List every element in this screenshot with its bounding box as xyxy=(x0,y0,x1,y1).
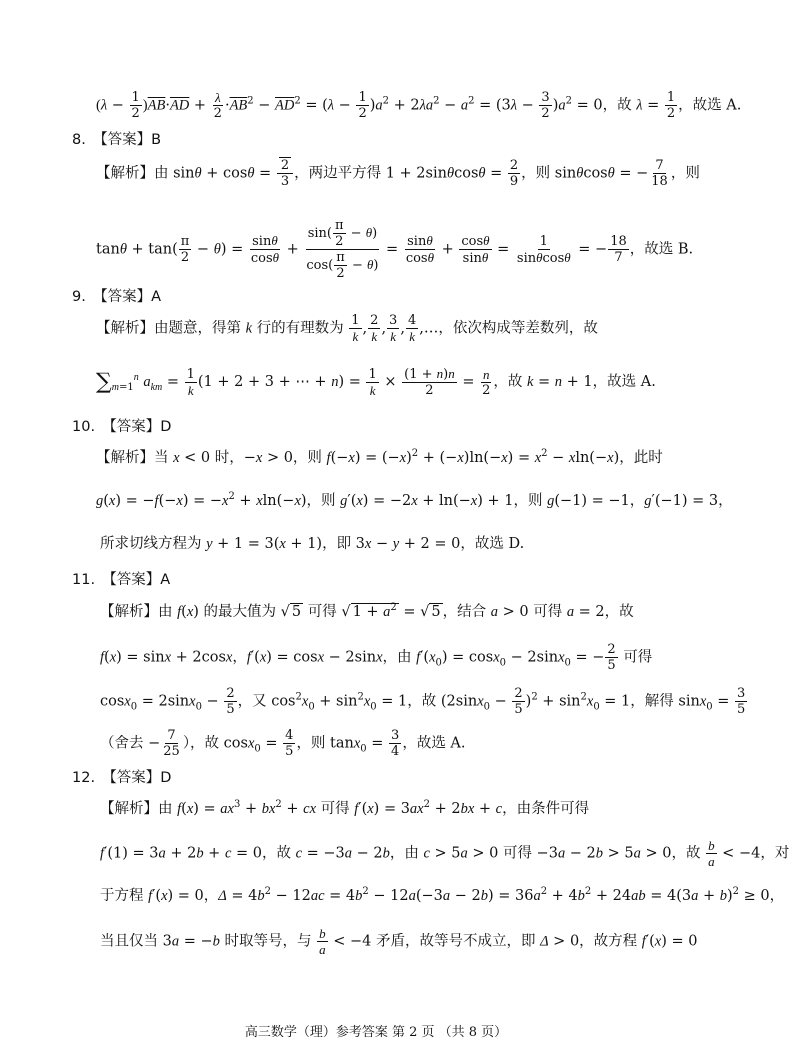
solution-11-line-4: （舍去 − $\frac{7}{25}$ ），故 cosx$_0$ = $\frac{4}{5}$ ，则 tanx$_0$ = $\frac{3}{4}$ ，故选 A. xyxy=(100,728,466,759)
solution-9-line-1: 【解析】由题意，得第 k 行的有理数为 $\frac{1}{k}$ , $\frac{2}{k}$ , $\frac{3}{k}$ , $\frac{4}{k}$ ,…，依次构成等差数列，故 xyxy=(96,313,598,344)
solution-10-line-2: $g(x) = -f(-x) = -x^2 + xln(-x)$，则 g′(x) = −2x + ln(−x) + 1，则 g(−1) = −1，g′(−1) = 3， xyxy=(96,491,733,509)
answer-11: 11. 【答案】A xyxy=(72,572,171,588)
solution-10-line-1: 【解析】当 x < 0 时，−x > 0，则 $f(-x) = (-x)^2 + (-x)\ln(-x) = x^2 - xln(-x)$，此时 xyxy=(96,448,663,466)
continuation-line: (λ − $\frac{1}{2}$ )$\overline{AB}\cdot\overline{AD}$ + $\frac{\lambda}{2}$ $\cdot\overline{AB}^2 - \overline{AD}^2 = (\lambda$ − $\frac{1}{2}$ )$a^2 + 2\lambda a^2 - a^2 = (3\lambda$ − $\frac{3}{2}$ )$a^2 = 0$，故 λ = $\frac{1}{2}$ ，故选 A. xyxy=(96,90,742,121)
page-footer: 高三数学（理）参考答案 第 2 页 （共 8 页） xyxy=(244,1025,508,1040)
solution-10-line-3: 所求切线方程为 y + 1 = 3(x + 1)，即 3x − y + 2 = 0，故选 D. xyxy=(100,536,525,552)
solution-12-line-3: 于方程 f′(x) = 0，$\Delta = 4b^2 - 12ac = 4b^2 - 12a(-3a - 2b) = 36a^2 + 4b^2 + 24ab = 4(3a + b)^2 \ge 0$， xyxy=(100,886,785,904)
solution-11-line-1: 【解析】由 f(x) 的最大值为 √ 5 可得 √ $1 + a^2$ = √ 5 ，结合 a > 0 可得 a = 2，故 xyxy=(100,602,634,620)
solution-9-line-2: $\sum_{m=1}^n$ $a_{km}$ = $\frac{1}{k}$ (1 + 2 + 3 + ⋯ + n) = $\frac{1}{k}$ × $\frac{(1 + n)n}{2}$ = $\frac{n}{2}$ ，故 k = n + 1，故选 A. xyxy=(96,366,656,398)
solution-12-line-1: 【解析】由 $f(x) = ax^3 + bx^2$ + cx 可得 $f'(x) = 3ax^2 + 2bx + c$，由条件可得 xyxy=(100,799,590,817)
solution-12-line-4: 当且仅当 3a = −b 时取等号，与 $\frac{b}{a}$ < −4 矛盾，故等号不成立，即 Δ > 0，故方程 f′(x) = 0 xyxy=(100,926,698,957)
solution-8-line-2: tanθ + tan( $\frac{\pi}{2}$ − θ) = $\frac{\sin\theta}{\cos\theta}$ + sin( $\frac{\pi}{2}$ − θ) cos( $\frac{\pi}{2}$ − θ) = $\frac{\sin\theta}{\cos\theta}$ + $\frac{\cos\theta}{\sin\theta}$ = $\frac{1}{\sin\theta\cos\theta}$ = − $\frac{18}{7}$ ，故选 B. xyxy=(96,218,694,281)
answer-10: 10. 【答案】D xyxy=(72,419,172,435)
answer-12: 12. 【答案】D xyxy=(72,770,172,786)
solution-11-line-3: cosx$_0$ = 2sinx$_0$ − $\frac{2}{5}$ ，又 $\cos^2x_0 + \sin^2x_0 = 1$，故 (2sinx$_0$ − $\frac{2}{5}$ )$^2 + \sin^2x_0 = 1$，解得 sinx$_0$ = $\frac{3}{5}$ xyxy=(100,686,746,717)
answer-8: 8. 【答案】B xyxy=(72,132,162,148)
solution-8-line-1: 【解析】由 sinθ + cosθ = $\frac{2}{3}$ ，两边平方得 1 + 2sinθcosθ = $\frac{2}{9}$ ，则 sinθcosθ = − $\frac{7}{18}$ ，则 xyxy=(96,158,700,189)
answer-9: 9. 【答案】A xyxy=(72,289,162,305)
solution-11-line-2: f(x) = sinx + 2cosx，f′(x) = cosx − 2sinx，由 $f'(x_0) = \cos x_0 - 2\sin x_0$ = − $\frac{2}{5}$ 可得 xyxy=(100,642,653,673)
solution-12-line-2: f′(1) = 3a + 2b + c = 0，故 c = −3a − 2b，由 c > 5a > 0 可得 −3a − 2b > 5a > 0，故 $\frac{b}{a}$ < −4，对 xyxy=(100,838,789,869)
